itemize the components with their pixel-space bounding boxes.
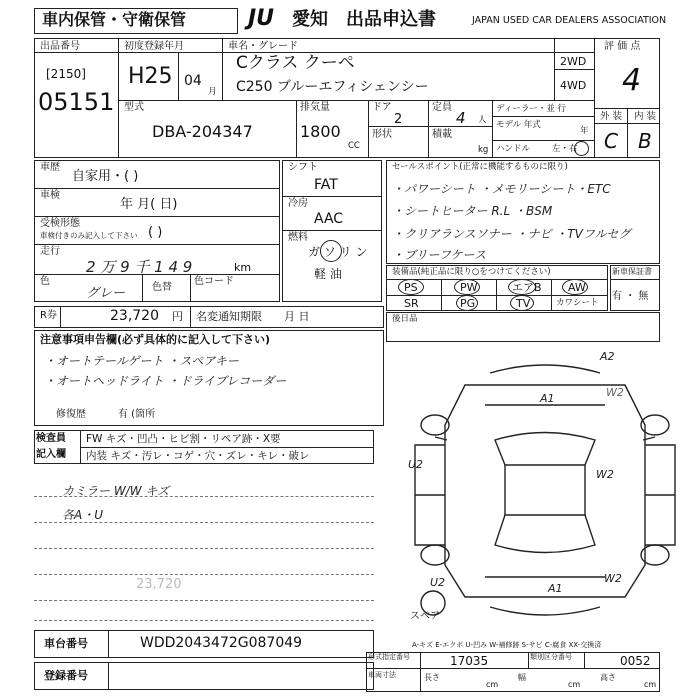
- registration-month: 04: [184, 73, 202, 89]
- inspector-interior-row: 内装 キズ・汚レ・コゲ・穴・ズレ・キレ・破レ: [86, 450, 310, 462]
- interior-label: 内 装: [634, 111, 657, 122]
- length-label: 車両寸法: [368, 671, 396, 679]
- category: 0052: [620, 654, 651, 668]
- acceptance-label: 受検形態: [40, 218, 80, 229]
- chassis-number: WDD2043472G087049: [140, 635, 303, 651]
- mark-w2-right: W2: [596, 468, 614, 481]
- exterior-score: C: [604, 129, 618, 153]
- mark-a1-hood: A1: [540, 392, 555, 405]
- faint-ghost-text: 23,720: [136, 577, 182, 592]
- equip-tv: TV: [516, 297, 531, 310]
- type-designation-label: 形式指定番号: [368, 653, 410, 661]
- warranty-value: 有 ・ 無: [612, 291, 649, 302]
- load-label: 積載: [432, 129, 452, 140]
- mileage-label: 走行: [40, 246, 60, 257]
- mileage: 2 万 9 千 1 4 9: [86, 258, 193, 276]
- tax-unit: 円: [172, 310, 183, 323]
- spare-label: スペア: [410, 611, 440, 622]
- shift: FAT: [314, 177, 338, 193]
- fuel-label: 燃料: [288, 232, 308, 243]
- equip-aw-circle: [562, 279, 588, 295]
- vehicle-name: Cクラス クーペ: [236, 53, 355, 73]
- damage-legend: A-キズ E-エクボ U-凹み W-補修跡 S-サビ C-腐食 XX-交換済: [412, 641, 602, 649]
- shape-label: 形状: [372, 129, 392, 140]
- mark-a2-top: A2: [600, 350, 615, 363]
- equip-ps: PS: [404, 281, 418, 294]
- equip-aw: AW: [568, 281, 586, 294]
- later-items-box: [386, 312, 660, 342]
- mark-a1-rear: A1: [548, 582, 563, 595]
- displacement-label: 排気量: [300, 102, 330, 113]
- registration-month-unit: 月: [208, 87, 217, 97]
- registration-year: H25: [128, 64, 173, 89]
- mark-u2-side: U2: [430, 576, 446, 589]
- storage-type: 車内保管・守衛保管: [42, 10, 187, 29]
- interior-score: B: [638, 129, 652, 153]
- drive-2wd: 2WD: [560, 55, 587, 68]
- car-damage-diagram: [395, 345, 695, 635]
- equip-leather: カワシート: [556, 298, 599, 308]
- color: グレー: [86, 286, 126, 301]
- width: 幅: [518, 673, 526, 682]
- history-value: 自家用・( ): [72, 169, 139, 184]
- cc-unit: CC: [348, 141, 360, 151]
- selling-point-3: ・クリアランスソナー ・ナビ ・TVフルセグ: [392, 227, 631, 241]
- equip-pw-circle: [454, 279, 480, 295]
- drive-4wd: 4WD: [560, 79, 587, 92]
- notice-period-label: 名変通知期限: [196, 310, 262, 323]
- cm-unit-1: cm: [486, 680, 499, 689]
- tax-value: 23,720: [110, 308, 159, 324]
- fuel-circle: [320, 240, 342, 262]
- equip-pg-circle: [456, 295, 478, 311]
- color-change-label: 色替: [152, 282, 172, 293]
- exterior-label: 外 装: [600, 111, 623, 122]
- length: 長さ: [424, 673, 440, 682]
- handle-label: ハンドル: [496, 144, 531, 154]
- inspector-fw-row: FW キズ・凹凸・ヒビ割・リペア跡・X要: [86, 433, 281, 445]
- color-code-label: 色コード: [194, 276, 234, 287]
- cm-unit-2: cm: [568, 680, 581, 689]
- mark-u2-left: U2: [408, 458, 424, 471]
- selling-points-label: セールスポイント(正常に機能するものに限り): [392, 162, 568, 172]
- vehicle-grade: C250 ブルーエフィシェンシー: [236, 79, 429, 95]
- warranty-label: 新車保証書: [612, 267, 652, 276]
- doors: 2: [394, 112, 403, 127]
- displacement: 1800: [300, 122, 341, 141]
- type-label: 型式: [124, 102, 144, 113]
- selling-point-4: ・ブリーフケース: [392, 248, 486, 262]
- note-line-2: ・オートヘッドライト ・ドライブレコーダー: [44, 374, 287, 388]
- mark-w2-rear: W2: [604, 572, 622, 585]
- color-label: 色: [40, 276, 50, 287]
- inspection-value: 年 月( 日): [120, 197, 178, 212]
- equip-sr: SR: [404, 297, 419, 310]
- lot-code: [2150]: [46, 67, 86, 81]
- equip-pw: PW: [460, 281, 478, 294]
- equip-pg: PG: [460, 297, 476, 310]
- equipment-label: 装備品(純正品に限り○をつけてください): [392, 267, 551, 277]
- year-unit: 年: [580, 126, 589, 136]
- ju-logo: JU: [248, 6, 275, 31]
- capacity: 4: [456, 109, 466, 127]
- acceptance-value: ( ): [148, 225, 163, 240]
- score-value: 4: [622, 63, 642, 98]
- capacity-unit: 人: [478, 115, 487, 125]
- repair-value: 有 (箇所: [118, 409, 156, 420]
- cooling-label: 冷房: [288, 198, 308, 209]
- fuel-options: ガ ソ リ ン: [308, 245, 368, 259]
- capacity-label: 定員: [432, 102, 452, 113]
- model-year-label: モデル 年式: [496, 120, 541, 130]
- reg-number-label: 登録番号: [44, 669, 88, 682]
- selling-point-2: ・シートヒーター R.L ・BSM: [392, 204, 553, 218]
- cm-unit-3: cm: [644, 680, 657, 689]
- km-unit: km: [234, 261, 252, 274]
- cooling: AAC: [314, 211, 344, 227]
- kg-unit: kg: [478, 145, 489, 155]
- vehicle-name-label: 車名・グレード: [228, 41, 298, 52]
- score-label: 評 価 点: [604, 41, 641, 52]
- notes-label: 注意事項申告欄(必ず具体的に記入して下さい): [40, 333, 271, 346]
- org-english: JAPAN USED CAR DEALERS ASSOCIATION: [472, 15, 667, 26]
- category-label: 類別区分番号: [530, 653, 572, 661]
- inspector-label-2: 記入欄: [36, 449, 66, 460]
- type-designation-row: [366, 652, 660, 692]
- inspector-note-1: カミラー W/W キズ: [62, 484, 170, 498]
- equip-tv-circle: [510, 295, 534, 311]
- form-title: 出品申込書: [346, 9, 436, 30]
- org-name: 愛知: [292, 9, 328, 30]
- repair-label: 修復歴: [56, 409, 86, 420]
- acceptance-note: 車検付きのみ記入して下さい: [40, 231, 138, 240]
- mark-w2-front: W2: [606, 386, 624, 399]
- lot-label: 出品番号: [40, 41, 80, 52]
- fuel-diesel: 軽 油: [314, 267, 342, 281]
- vehicle-type: DBA-204347: [152, 122, 253, 141]
- equip-ps-circle: [398, 279, 424, 295]
- equip-airbag: エアB: [512, 281, 542, 294]
- doors-label: ドア: [372, 102, 392, 113]
- later-items-label: 後日品: [392, 314, 418, 324]
- tax-label: R券: [40, 310, 57, 321]
- dealer-label: ディーラー・並 行: [496, 104, 567, 114]
- selling-point-1: ・パワーシート ・メモリーシート・ETC: [392, 182, 611, 196]
- lot-number: 05151: [38, 88, 115, 116]
- handle-circle: [574, 141, 589, 156]
- handle-value: 左・右: [552, 144, 578, 154]
- history-label: 車歴: [40, 162, 60, 173]
- notice-period-unit: 月 日: [284, 310, 310, 323]
- inspection-label: 車検: [40, 190, 60, 201]
- type-designation: 17035: [450, 654, 489, 668]
- shift-label: シフト: [288, 162, 318, 173]
- height: 高さ: [600, 673, 616, 682]
- inspector-note-2: 各A・U: [62, 508, 103, 522]
- equip-airbag-circle: [508, 279, 536, 295]
- inspector-label-1: 検査員: [36, 433, 66, 444]
- note-line-1: ・オートテールゲート ・スペアキー: [44, 354, 239, 368]
- registration-label: 初度登録年月: [124, 41, 184, 52]
- chassis-label: 車台番号: [44, 637, 88, 650]
